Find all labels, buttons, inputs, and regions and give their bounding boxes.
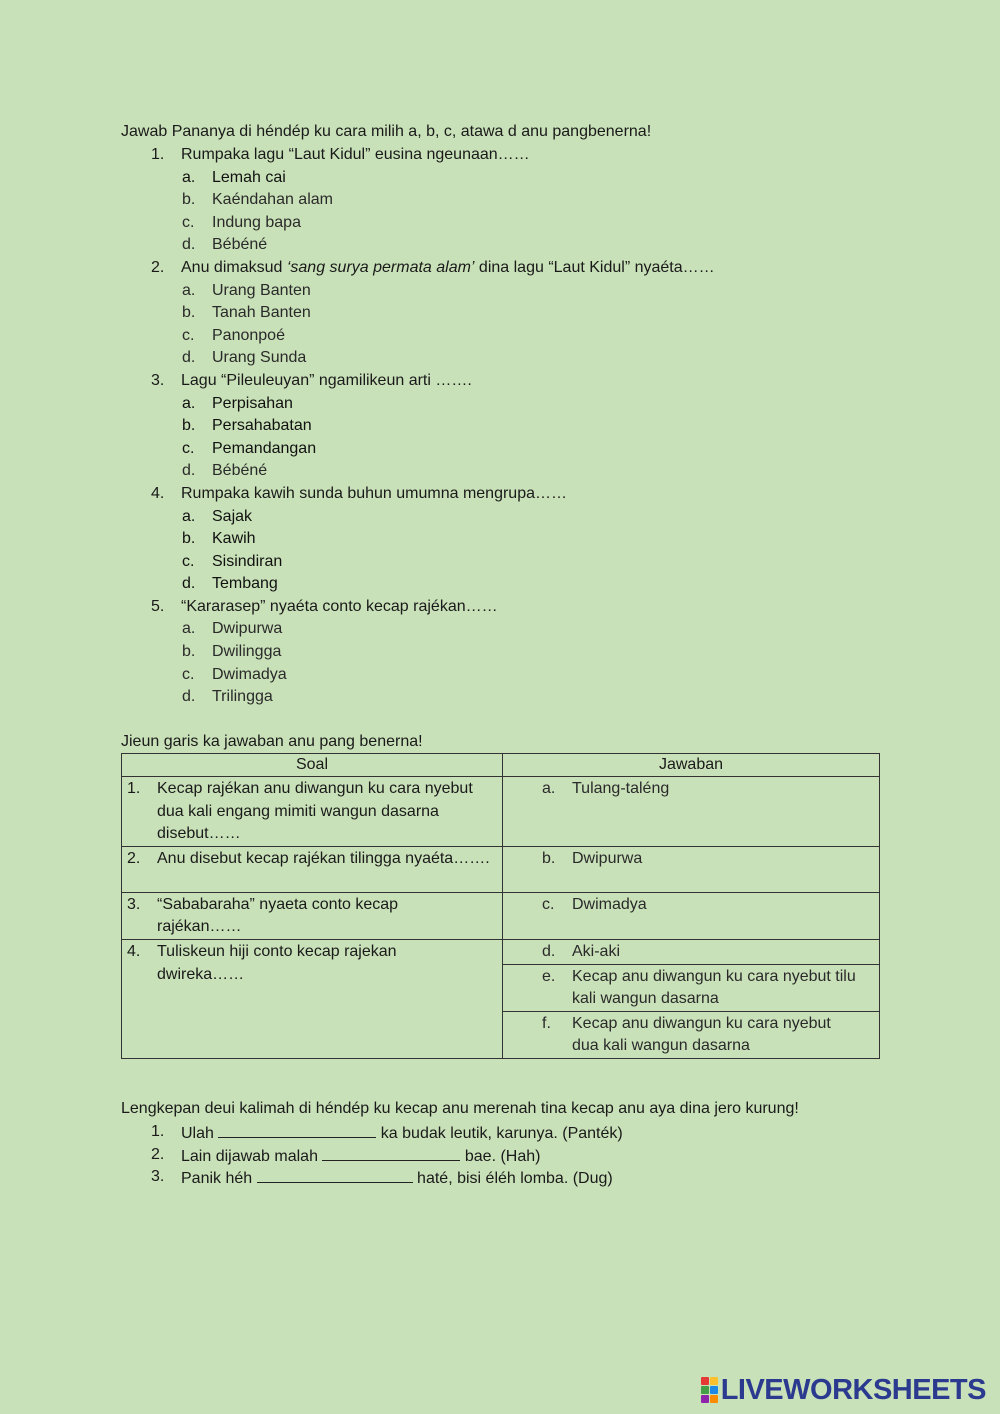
question-text: Lagu “Pileuleuyan” ngamilikeun arti …….: [181, 371, 472, 389]
option[interactable]: [121, 438, 881, 461]
option-letter: b.: [182, 530, 196, 548]
option[interactable]: [121, 641, 881, 664]
option[interactable]: [121, 234, 881, 257]
jawaban-text: Dwipurwa: [572, 849, 643, 867]
answer-blank[interactable]: [257, 1166, 413, 1183]
option[interactable]: [121, 686, 881, 709]
question-number: 3.: [151, 371, 165, 389]
soal-cell[interactable]: [122, 939, 503, 1058]
option-letter: d.: [182, 688, 196, 706]
fill-text-before: Lain dijawab malah: [181, 1147, 323, 1165]
fill-text-before: Ulah: [181, 1125, 219, 1142]
option[interactable]: [121, 664, 881, 687]
option-letter: a.: [182, 394, 196, 412]
soal-text: “Sababaraha” nyaeta conto kecap rajékan……: [157, 895, 399, 936]
jawaban-cell[interactable]: [503, 846, 880, 892]
option[interactable]: [121, 573, 881, 596]
jawaban-letter: d.: [542, 942, 556, 960]
answer-blank[interactable]: [322, 1144, 460, 1161]
question-number: 5.: [151, 597, 165, 615]
question-4: [121, 483, 881, 506]
logo-blocks-icon: [701, 1377, 718, 1403]
option-letter: b.: [182, 304, 196, 322]
option-letter: d.: [182, 575, 196, 593]
liveworksheets-logo: [701, 1373, 986, 1407]
option-letter: c.: [182, 552, 195, 570]
jawaban-letter: b.: [542, 849, 556, 867]
question-text: “Kararasep” nyaéta conto kecap rajékan……: [181, 597, 498, 615]
option-text: Dwilingga: [212, 643, 282, 661]
fill-text-after: bae. (Hah): [460, 1147, 541, 1165]
question-number: 1.: [151, 146, 165, 163]
multiple-choice-list: [121, 144, 881, 709]
question-text: Rumpaka lagu “Laut Kidul” eusina ngeunaan……: [181, 146, 530, 163]
option-text: Tembang: [212, 575, 278, 593]
jawaban-text: Dwimadya: [572, 895, 647, 913]
option-text: Urang Banten: [212, 281, 311, 299]
fill-item-1: [121, 1121, 881, 1144]
option[interactable]: [121, 302, 881, 325]
question-text: Rumpaka kawih sunda buhun umumna mengrupa……: [181, 484, 567, 502]
fill-number: 3.: [151, 1168, 165, 1186]
fill-text-after: ka budak leutik, karunya. (Panték): [376, 1125, 623, 1142]
option[interactable]: [121, 393, 881, 416]
option[interactable]: [121, 618, 881, 641]
table-row: [122, 892, 880, 939]
option[interactable]: [121, 460, 881, 483]
table-header-row: [122, 754, 880, 777]
option-text: Dwipurwa: [212, 620, 283, 638]
question-5: [121, 596, 881, 619]
section1-heading: Jawab Pananya di héndép ku cara milih a, b, c, atawa d anu pangbenerna!: [121, 123, 652, 140]
section3-heading: Lengkepan deui kalimah di héndép ku kecap anu merenah tina kecap anu aya dina jero kurung!: [121, 1100, 799, 1117]
fill-number: 2.: [151, 1145, 165, 1163]
option-letter: d.: [182, 236, 196, 254]
option-text: Persahabatan: [212, 417, 312, 435]
option-letter: a.: [182, 281, 196, 299]
table-row: [122, 846, 880, 892]
option[interactable]: [121, 506, 881, 529]
fill-item-2: [121, 1144, 881, 1167]
question-text: [181, 257, 715, 280]
option-letter: b.: [182, 417, 196, 435]
question-number: 2.: [151, 258, 165, 276]
jawaban-cell[interactable]: [503, 964, 880, 1011]
jawaban-letter: c.: [542, 895, 555, 913]
fill-in-list: [121, 1121, 881, 1189]
jawaban-text: Kecap anu diwangun ku cara nyebut tilu kali wangun dasarna: [572, 967, 856, 1008]
option[interactable]: [121, 528, 881, 551]
matching-table: [121, 753, 880, 1059]
option-letter: c.: [182, 665, 195, 683]
question-text-italic: ‘sang surya permata alam’: [286, 258, 475, 276]
option-text: Pemandangan: [212, 439, 317, 457]
option-letter: a.: [182, 168, 196, 186]
jawaban-cell[interactable]: [503, 1011, 880, 1058]
soal-number: 2.: [127, 849, 141, 867]
option[interactable]: [121, 415, 881, 438]
soal-number: 1.: [127, 780, 141, 797]
fill-number: 1.: [151, 1123, 165, 1140]
table-row: [122, 777, 880, 847]
option-text: Tanah Banten: [212, 304, 311, 322]
question-text-part: Anu dimaksud: [181, 258, 287, 276]
soal-cell[interactable]: [122, 846, 503, 892]
soal-number: 3.: [127, 895, 141, 913]
option-text: Perpisahan: [212, 394, 293, 412]
option-text: Panonpoé: [212, 326, 285, 344]
column-header-jawaban: Jawaban: [503, 754, 880, 777]
table-row: [122, 939, 880, 964]
section2-heading: Jieun garis ka jawaban anu pang benerna!: [121, 733, 423, 750]
option-text: Bébéné: [212, 462, 268, 480]
question-2: [121, 257, 881, 280]
option-letter: b.: [182, 191, 196, 209]
jawaban-letter: a.: [542, 780, 556, 797]
jawaban-cell[interactable]: [503, 777, 880, 847]
option[interactable]: [121, 325, 881, 348]
jawaban-text: Kecap anu diwangun ku cara nyebut dua kali wangun dasarna: [572, 1014, 831, 1055]
option-letter: b.: [182, 643, 196, 661]
option-text: Kawih: [212, 530, 256, 548]
question-text-part: dina lagu “Laut Kidul” nyaéta……: [474, 258, 715, 276]
option-text: Indung bapa: [212, 213, 301, 231]
fill-sentence: [181, 1166, 613, 1191]
option[interactable]: [121, 347, 881, 370]
answer-blank[interactable]: [218, 1121, 376, 1138]
option-text: Dwimadya: [212, 665, 287, 683]
question-number: 4.: [151, 484, 165, 502]
logo-text: LIVEWORKSHEETS: [720, 1373, 986, 1406]
fill-text-after: haté, bisi éléh lomba. (Dug): [412, 1170, 613, 1188]
jawaban-letter: e.: [542, 967, 556, 985]
option-letter: c.: [182, 439, 195, 457]
soal-text: Kecap rajékan anu diwangun ku cara nyebut dua kali engang mimiti wangun dasarna disebut……: [157, 780, 473, 843]
option[interactable]: [121, 551, 881, 574]
fill-sentence: [181, 1121, 623, 1146]
soal-number: 4.: [127, 942, 141, 960]
jawaban-cell[interactable]: [503, 892, 880, 939]
option-text: Urang Sunda: [212, 349, 307, 367]
option-letter: d.: [182, 462, 196, 480]
question-3: [121, 370, 881, 393]
option-text: Trilingga: [212, 688, 273, 706]
jawaban-cell[interactable]: [503, 939, 880, 964]
jawaban-letter: f.: [542, 1014, 551, 1032]
option-letter: a.: [182, 507, 196, 525]
soal-text: Anu disebut kecap rajékan tilingga nyaéta…….: [157, 849, 490, 867]
option-text: Sajak: [212, 507, 253, 525]
jawaban-text: Tulang-taléng: [572, 780, 670, 797]
soal-cell[interactable]: [122, 892, 503, 939]
soal-cell[interactable]: [122, 777, 503, 847]
option[interactable]: [121, 189, 881, 212]
fill-text-before: Panik héh: [181, 1170, 257, 1188]
option-letter: c.: [182, 326, 195, 344]
option-letter: a.: [182, 620, 196, 638]
fill-item-3: [121, 1166, 881, 1189]
column-header-soal: Soal: [122, 754, 503, 777]
question-1: [121, 144, 881, 167]
jawaban-text: Aki-aki: [572, 942, 621, 960]
option-text: Sisindiran: [212, 552, 283, 570]
fill-sentence: [181, 1144, 540, 1169]
soal-text: Tuliskeun hiji conto kecap rajekan dwireka……: [157, 942, 397, 983]
option-text: Bébéné: [212, 236, 268, 254]
option[interactable]: [121, 280, 881, 303]
option-letter: d.: [182, 349, 196, 367]
option[interactable]: [121, 212, 881, 235]
option-letter: c.: [182, 213, 195, 231]
option-text: Lemah cai: [212, 168, 286, 186]
option-text: Kaéndahan alam: [212, 191, 333, 209]
option[interactable]: [121, 167, 881, 190]
